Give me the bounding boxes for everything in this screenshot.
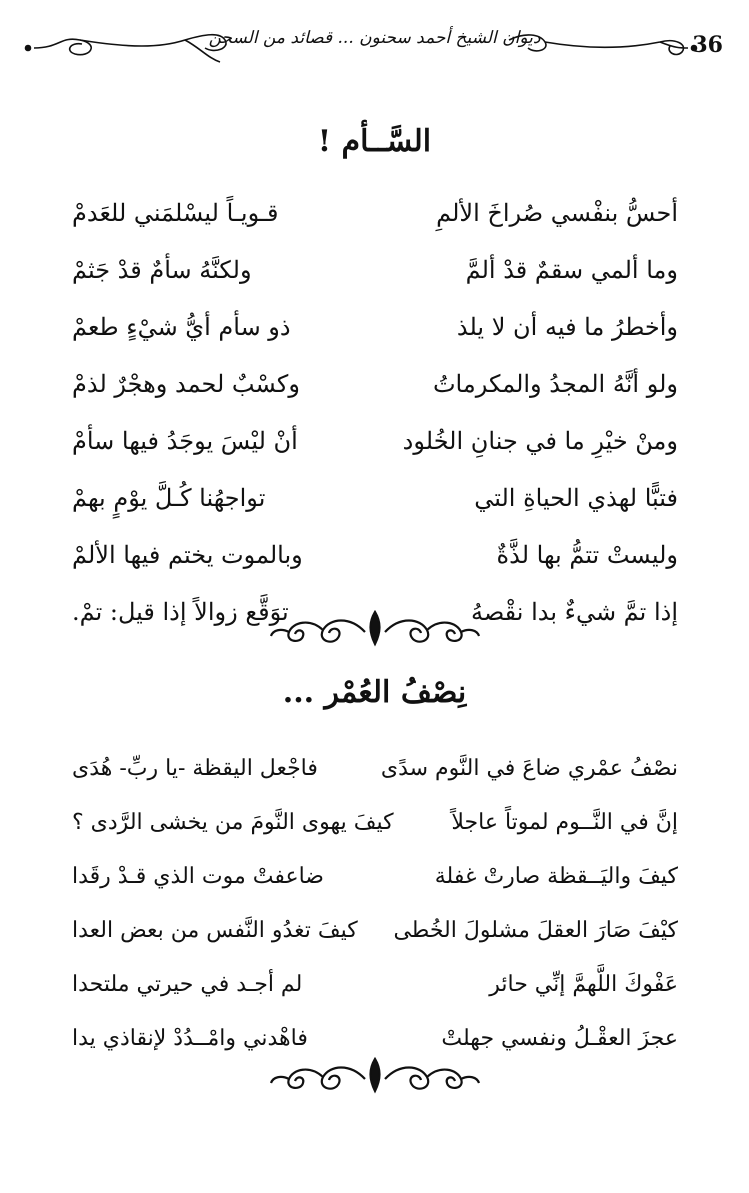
verse-line [72, 412, 678, 469]
verse-line [72, 469, 678, 526]
verse-line [72, 184, 678, 241]
verse-second-hemistich: فاهْدني وامْــدُدْ لإنقاذي يدا [72, 1025, 308, 1051]
verse-line [72, 849, 678, 903]
verse-second-hemistich: ذو سأم أيُّ شيْءٍ طعمْ [72, 312, 291, 341]
verse-first-hemistich: فتبًّا لهذي الحياةِ التي [474, 483, 678, 512]
poem-body [72, 741, 678, 1065]
verse-second-hemistich: كيفَ يهوى النَّومَ من يخشى الرَّدى ؟ [72, 809, 394, 835]
verse-first-hemistich: وأخطرُ ما فيه أن لا يلذ [456, 312, 678, 341]
verse-first-hemistich: ولو أنَّهُ المجدُ والمكرماتُ [432, 369, 678, 398]
poem-title: السَّــأم ! [317, 124, 432, 159]
page-number: 36 [692, 32, 723, 58]
verse-first-hemistich: وليستْ تتمُّ بها لذَّةٌ [496, 540, 678, 569]
verse-line [72, 795, 678, 849]
verse-second-hemistich: ولكنَّهُ سأمٌ قدْ جَثمْ [72, 255, 252, 284]
verse-second-hemistich: ضاعفتْ موت الذي قـدْ رقَدا [72, 863, 324, 889]
verse-first-hemistich: نصْفُ عمْري ضاعَ في النَّوم سدًى [380, 755, 678, 781]
verse-line [72, 957, 678, 1011]
verse-first-hemistich: عجزَ العقْـلُ ونفسي جهلتْ [441, 1025, 678, 1051]
verse-line [72, 741, 678, 795]
poem-body [72, 184, 678, 640]
poem-title: نِصْفُ العُمْر ... [282, 675, 467, 710]
verse-second-hemistich: وبالموت يختم فيها الألمْ [72, 540, 303, 569]
verse-second-hemistich: كيفَ تغدُو النَّفس من بعض العدا [72, 917, 358, 943]
verse-first-hemistich: أحسُّ بنفْسي صُراخَ الألمِ [436, 198, 678, 227]
running-title: ديوان الشيخ أحمد سحنون ... قصائد من السجن [208, 28, 541, 48]
verse-second-hemistich: توَقَّع زوالاً إذا قيل: تمْ. [72, 597, 289, 626]
verse-line [72, 903, 678, 957]
ornament-divider-icon [265, 608, 485, 648]
verse-second-hemistich: فاجْعل اليقظة -يا ربِّ- هُدَى [72, 755, 318, 781]
verse-line [72, 298, 678, 355]
verse-line [72, 526, 678, 583]
page-header [20, 18, 729, 74]
verse-line [72, 241, 678, 298]
verse-second-hemistich: قـويـاً ليسْلمَني للعَدمْ [72, 198, 279, 227]
verse-first-hemistich: عَفْوكَ اللَّهمَّ إنِّي حائر [489, 971, 678, 997]
verse-second-hemistich: تواجهُنا كُـلَّ يوْمٍ بهمْ [72, 483, 266, 512]
ornament-divider-icon [265, 1055, 485, 1095]
verse-first-hemistich: ومنْ خيْرِ ما في جنانِ الخُلود [402, 426, 678, 455]
verse-first-hemistich: إنَّ في النَّــوم لموتاً عاجلاً [451, 809, 678, 835]
verse-first-hemistich: كيْفَ صَارَ العقلَ مشلولَ الخُطى [393, 917, 678, 943]
verse-line [72, 355, 678, 412]
verse-first-hemistich: وما ألمي سقمٌ قدْ ألمَّ [465, 255, 678, 284]
verse-second-hemistich: لم أجـد في حيرتي ملتحدا [72, 971, 303, 997]
verse-second-hemistich: أنْ ليْسَ يوجَدُ فيها سأمْ [72, 426, 298, 455]
verse-second-hemistich: وكسْبٌ لحمد وهجْرٌ لذمْ [72, 369, 300, 398]
verse-first-hemistich: كيفَ واليَــقظة صارتْ غفلة [434, 863, 678, 889]
verse-first-hemistich: إذا تمَّ شيءٌ بدا نقْصهُ [470, 597, 678, 626]
